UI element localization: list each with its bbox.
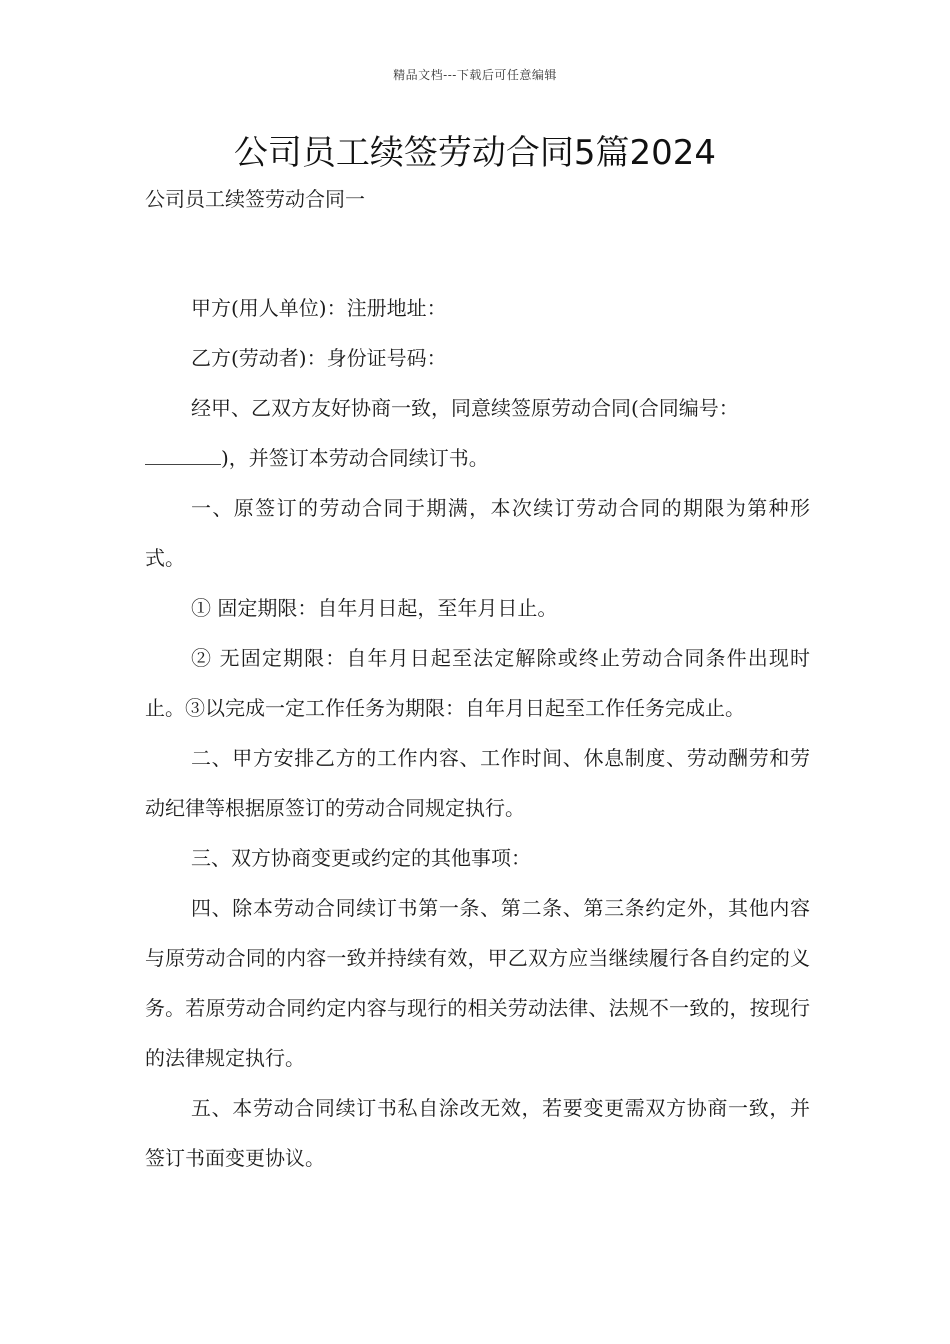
document-title: 公司员工续签劳动合同5篇2024 (233, 133, 717, 173)
paragraph-party-b: 乙方(劳动者)：身份证号码： (191, 346, 447, 370)
paragraph-option-open: ② 无固定期限：自年月日起至法定解除或终止劳动合同条件出现时止。③以完成一定工作任务为期限：自年月日起至工作任务完成止。 (145, 646, 810, 720)
paragraph-option-fixed: ① 固定期限：自年月日起，至年月日止。 (191, 596, 558, 620)
paragraph-clause-4: 四、除本劳动合同续订书第一条、第二条、第三条约定外，其他内容与原劳动合同的内容一致并持续有效，甲乙双方应当继续履行各自约定的义务。若原劳动合同约定内容与现行的相关劳动法律、法规不一致的，按现行的法律规定执行。 (145, 896, 810, 1070)
paragraph-clause-1: 一、原签订的劳动合同于期满，本次续订劳动合同的期限为第种形式。 (145, 496, 810, 570)
contract-number-suffix: )，并签订本劳动合同续订书。 (221, 446, 489, 470)
paragraph-clause-3: 三、双方协商变更或约定的其他事项： (191, 846, 531, 870)
paragraph-clause-2: 二、甲方安排乙方的工作内容、工作时间、休息制度、劳动酬劳和劳动纪律等根据原签订的劳动合同规定执行。 (145, 746, 810, 820)
paragraph-party-a: 甲方(用人单位)：注册地址： (191, 296, 447, 320)
contract-number-blank (145, 443, 221, 465)
paragraph-agreement: 经甲、乙双方友好协商一致，同意续签原劳动合同(合同编号： (191, 396, 739, 420)
document-body (145, 283, 810, 1183)
paragraph-clause-5: 五、本劳动合同续订书私自涂改无效，若要变更需双方协商一致，并签订书面变更协议。 (145, 1096, 810, 1170)
section-heading: 公司员工续签劳动合同一 (145, 187, 365, 211)
page-header: 精品文档---下载后可任意编辑 (393, 68, 557, 82)
paragraph-contract-number-line (145, 433, 810, 483)
